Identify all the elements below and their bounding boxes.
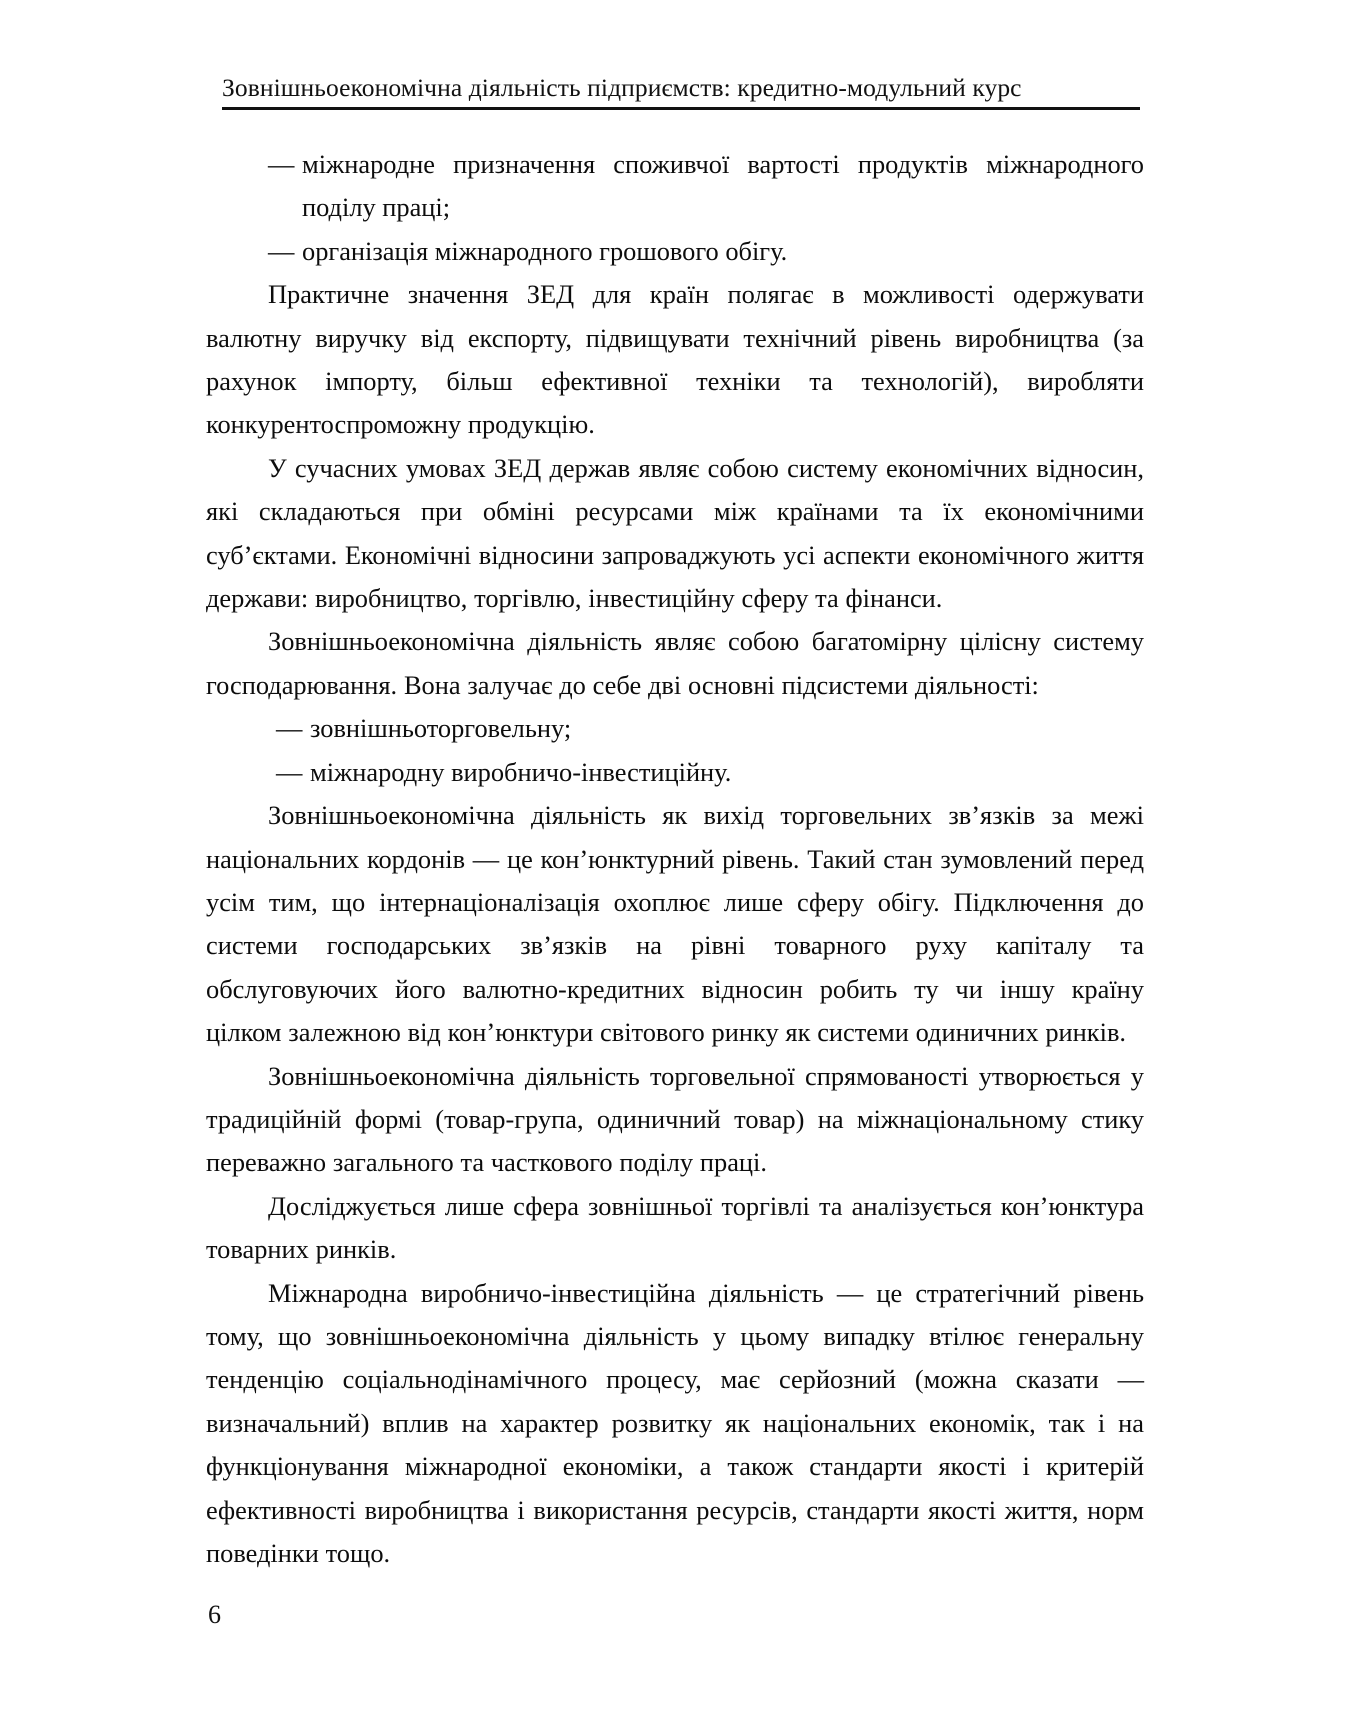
list-item <box>206 751 1144 794</box>
paragraph: Зовнішньоекономічна діяльність являє собою багатомірну цілісну систему господарювання. Вона залучає до себе дві основні підсистеми діяльності: <box>206 626 1144 700</box>
paragraph: Практичне значення ЗЕД для країн полягає в можливості одержувати валютну виручку від експорту, підвищувати технічний рівень виробництва (за рахунок імпорту, більш ефективної техніки та технологій), виробляти конкурентоспроможну продукцію. <box>206 279 1144 440</box>
list-item-text: міжнародне призначення споживчої вартості продуктів міжнародного поділу праці; <box>302 149 1144 223</box>
dash-list-2 <box>206 707 1144 794</box>
paragraph: Зовнішньоекономічна діяльність як вихід торговельних зв’язків за межі національних кордонів — це кон’юнктурний рівень. Такий стан зумовлений перед усім тим, що інтернаціоналізація охоплює лише сферу обігу. Підключення до системи господарських зв’язків на рівні товарного руху капіталу та обслуговуючих його валютно-кредитних відносин робить ту чи іншу країну цілком залежною від кон’юнктури світового ринку як системи одиничних ринків. <box>206 800 1144 1048</box>
paragraph: Міжнародна виробничо-інвестиційна діяльність — це стратегічний рівень тому, що зовнішньоекономічна діяльність у цьому випадку втілює генеральну тенденцію соціальнодінамічного процесу, має серйозний (можна сказати — визначальний) вплив на характер розвитку як національних економік, так і на функціонування міжнародної економіки, а також стандарти якості і критерій ефективності виробництва і використання ресурсів, стандарти якості життя, норм поведінки тощо. <box>206 1277 1144 1568</box>
paragraph: Зовнішньоекономічна діяльність торговельної спрямованості утворюється у традиційній формі (товар-група, одиничний товар) на міжнаціональному стику переважно загального та часткового поділу праці. <box>206 1060 1144 1178</box>
list-item <box>206 707 1144 750</box>
dash-list-1 <box>206 143 1144 273</box>
list-item <box>206 230 1144 273</box>
running-header <box>222 72 1142 110</box>
list-item-text: міжнародну виробничо-інвестиційну. <box>310 756 732 787</box>
dash-marker: — <box>268 149 295 179</box>
text-column <box>206 143 1144 1575</box>
running-header-title: Зовнішньоекономічна діяльність підприємств: кредитно-модульний курс <box>222 73 1022 102</box>
list-item-text: організація міжнародного грошового обігу. <box>302 235 788 266</box>
paragraph: У сучасних умовах ЗЕД держав являє собою систему економічних відносин, які складаються при обміні ресурсами між країнами та їх економічними суб’єктами. Економічні відносини запроваджують усі аспекти економічного життя держави: виробництво, торгівлю, інвестиційну сферу та фінанси. <box>206 452 1144 614</box>
dash-marker: — <box>268 235 295 266</box>
header-rule <box>222 107 1140 110</box>
dash-marker: — <box>276 756 303 787</box>
dash-marker: — <box>276 713 303 744</box>
list-item <box>206 143 1144 230</box>
paragraph: Досліджується лише сфера зовнішньої торгівлі та аналізується кон’юнктура товарних ринків. <box>206 1190 1144 1265</box>
list-item-text: зовнішньоторговельну; <box>310 713 572 744</box>
page-number: 6 <box>208 1600 221 1629</box>
